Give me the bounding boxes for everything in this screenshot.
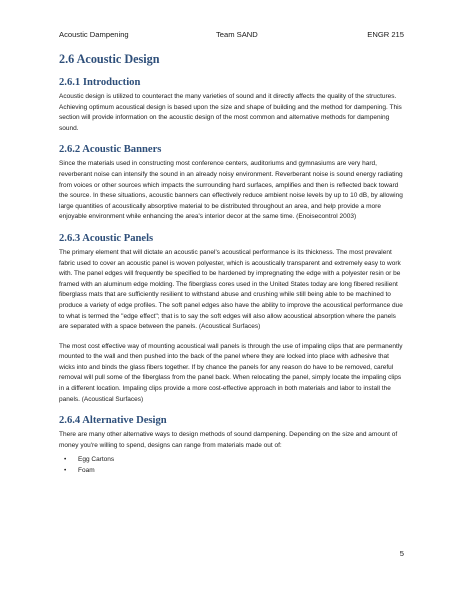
- section-heading: 2.6.3 Acoustic Panels: [59, 232, 154, 244]
- bullet-icon: •: [64, 456, 67, 464]
- page-content: [59, 52, 405, 476]
- paragraph: The most cost effective way of mounting acoustical wall panels is through the use of impaling clips that are permanently mounted to the wall and then pushed into the back of the panel where they are locked into place with adhesive that wicks into and binds the glass fibers together. If by chance the panels for any reason do have to be removed, careful removal will pull some of the fiberglass from the panel back. When relocating the panel, simply locate the impaling clips in a different location. Impaling clips provide a more cost-effective approach in both materials and labor to install the panels. (Acoustical Surfaces): [59, 342, 403, 403]
- paragraph: The primary element that will dictate an acoustic panel's acoustical performance is its thickness. The most prevalent fabric used to cover an acoustic panel is woven polyester, which is acoustically transparent and extremely easy to work with. The panel edges will frequently be specified to be hardened by impregnating the edge with a polyester resin or be framed with an aluminum edge molding. The fiberglass cores used in the United States today are long fibered resilient fiberglass mats that are sufficiently resilient to withstand abuse and crushing while still being able to be machined to produce a variety of edge profiles. The soft panel edges also have the ability to improve the acoustical performance due to what is termed the "edge effect"; that is to say the soft edges will also allow acoustical absorption where the panels are separated with a space between the panels. (Acoustical Surfaces): [59, 248, 403, 331]
- list-item-text: Foam: [78, 467, 95, 475]
- paragraph: There are many other alternative ways to design methods of sound dampening. Depending on the size and amount of money you're willing to spend, designs can range from materials made out of:: [59, 431, 398, 449]
- section-title: 2.6 Acoustic Design: [59, 52, 160, 66]
- section-heading: 2.6.2 Acoustic Banners: [59, 144, 162, 156]
- page-number: 5: [399, 549, 404, 558]
- bullet-list: [59, 454, 405, 476]
- section-acoustic-banners: [59, 143, 405, 223]
- bullet-icon: •: [64, 467, 67, 475]
- page-header: [59, 29, 404, 41]
- paragraph: Since the materials used in constructing most conference centers, auditoriums and gymnasiums are very hard, reverberant noise can intensify the sound in an already noisy environment. Reverberant noise is sound energy radiating from voices or other sources which impacts the surrounding hard surfaces, amplifies and then is reflected back toward the source. In these situations, acoustic banners can effectively reduce ambient noise levels by up to 10 dB, by allowing large quantities of acoustically absorptive material to be distributed throughout an area, and help provide a more enjoyable environment while enhancing the area's interior decor at the same time. (Enoisecontrol 2003): [59, 160, 403, 221]
- list-item: [59, 454, 405, 465]
- header-left: Acoustic Dampening: [59, 30, 129, 39]
- paragraph: Acoustic design is utilized to counteract the many varieties of sound and it directly affects the quality of the structures. Achieving optimum acoustical design is based upon the size and shape of building and the method for dampening. This section will provide information on the acoustic design of the most common and alternative methods for dampening sound.: [59, 93, 402, 132]
- header-center: Team SAND: [216, 30, 258, 39]
- section-acoustic-panels: [59, 232, 405, 405]
- section-heading: 2.6.1 Introduction: [59, 77, 141, 88]
- header-right: ENGR 215: [367, 30, 404, 39]
- section-heading: 2.6.4 Alternative Design: [59, 415, 167, 427]
- section-alternative-design: [59, 414, 405, 476]
- list-item: [59, 465, 405, 476]
- section-introduction: [59, 76, 405, 134]
- list-item-text: Egg Cartons: [78, 456, 115, 464]
